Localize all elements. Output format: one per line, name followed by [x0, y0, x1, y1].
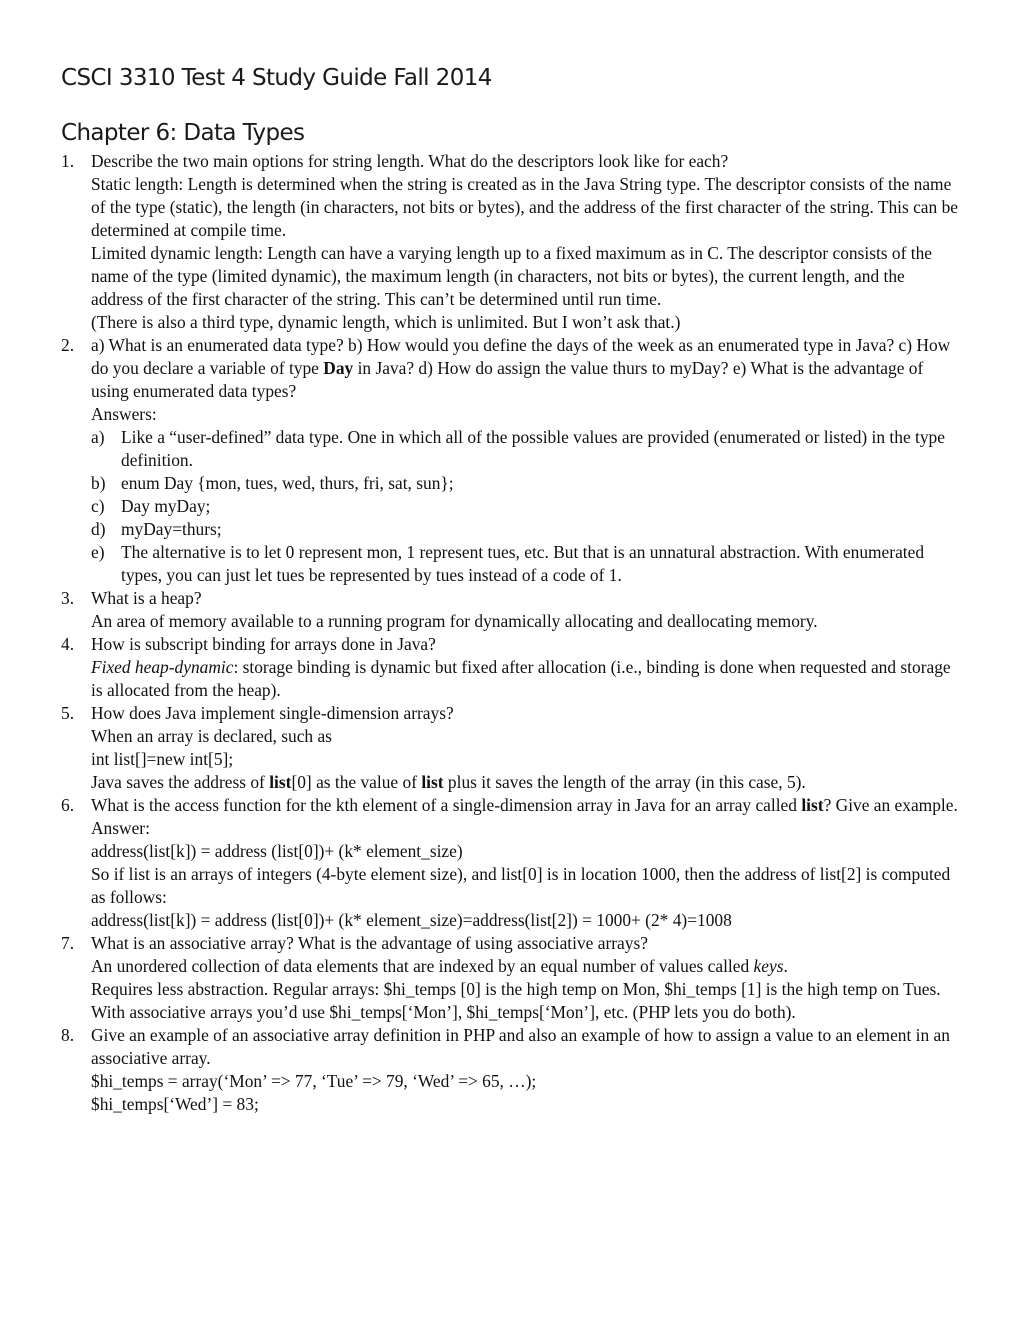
code-line: int list[]=new int[5];	[91, 749, 234, 769]
answer-text-part: : storage binding is dynamic but fixed after allocation (i.e., binding is done when requested and storage is allocated from the heap).	[91, 657, 951, 700]
question-text: What is a heap?	[91, 588, 202, 608]
question-text	[91, 794, 961, 817]
question-7	[61, 932, 961, 1024]
question-text-part: ? Give an example.	[823, 795, 958, 815]
answer-text-part: [0] as the value of	[291, 772, 422, 792]
question-8	[61, 1024, 961, 1116]
question-number: 3.	[61, 588, 75, 608]
question-text-part: What is the access function for the kth element of a single-dimension array in Java for an array called	[91, 795, 802, 815]
answer-letter: c)	[91, 496, 105, 516]
answer-line: So if list is an arrays of integers (4-byte element size), and list[0] is in location 1000, then the address of list[2] is computed as follows:	[91, 864, 951, 907]
question-text	[91, 334, 961, 403]
question-text: How is subscript binding for arrays done in Java?	[91, 634, 436, 654]
question-number: 8.	[61, 1025, 75, 1045]
question-text-part: in Java? d) How do assign the value thurs to myDay? e) What is the advantage of using enumerated data types?	[91, 358, 924, 401]
answer-text: enum Day {mon, tues, wed, thurs, fri, sat, sun};	[121, 473, 454, 493]
question-text-bold: list	[801, 795, 824, 815]
question-number: 1.	[61, 151, 75, 171]
question-1	[61, 150, 961, 334]
answer-text: myDay=thurs;	[121, 519, 222, 539]
answer-text-bold: list	[269, 772, 292, 792]
answer-text	[91, 656, 961, 702]
question-number: 2.	[61, 335, 75, 355]
answer-letter: a)	[91, 427, 105, 447]
answer-limited-dynamic-length: Limited dynamic length: Length can have a varying length up to a fixed maximum as in C. The descriptor consists of the name of the type (limited dynamic), the maximum length (in characters, not bits or bytes), the current length, and the address of the first character of the string. This can’t be determined until run time.	[91, 243, 932, 309]
code-line: $hi_temps[‘Wed’] = 83;	[91, 1094, 259, 1114]
answer-text: The alternative is to let 0 represent mon, 1 represent tues, etc. But that is an unnatural abstraction. With enumerated types, you can just let tues be represented by tues instead of a code of 1.	[121, 542, 925, 585]
answer-line: When an array is declared, such as	[91, 726, 332, 746]
answer-letter: b)	[91, 473, 106, 493]
question-list	[61, 150, 961, 1116]
answers-label: Answers:	[91, 404, 157, 424]
question-2	[61, 334, 961, 587]
question-text-bold: Day	[323, 358, 354, 378]
formula-example: address(list[k]) = address (list[0])+ (k* element_size)=address(list[2]) = 1000+ (2* 4)=1008	[91, 910, 732, 930]
answer-note: (There is also a third type, dynamic length, which is unlimited. But I won’t ask that.)	[91, 312, 681, 332]
answer-text-part: Java saves the address of	[91, 772, 270, 792]
question-number: 7.	[61, 933, 75, 953]
question-text-part: a) What is an enumerated data type? b) How would you define the days of the week as an enumerated type in Java? c) How do you declare a variable of type	[91, 335, 951, 378]
question-4	[61, 633, 961, 702]
answer-item	[91, 426, 961, 472]
answer-static-length: Static length: Length is determined when the string is created as in the Java String type. The descriptor consists of the name of the type (static), the length (in characters, not bits or bytes), and the address of the first character of the string. This can be determined at compile time.	[91, 174, 958, 240]
answer-label: Answer:	[91, 818, 150, 838]
question-number: 4.	[61, 634, 75, 654]
answer-item	[91, 518, 961, 541]
answer-text-part: An unordered collection of data elements that are indexed by an equal number of values called	[91, 956, 754, 976]
formula-line: address(list[k]) = address (list[0])+ (k* element_size)	[91, 841, 463, 861]
code-line: $hi_temps = array(‘Mon’ => 77, ‘Tue’ => 79, ‘Wed’ => 65, …);	[91, 1071, 537, 1091]
question-5	[61, 702, 961, 794]
question-text: Give an example of an associative array definition in PHP and also an example of how to assign a value to an element in an associative array.	[91, 1025, 950, 1068]
answer-text: An area of memory available to a running program for dynamically allocating and deallocating memory.	[91, 611, 818, 631]
question-text: What is an associative array? What is the advantage of using associative arrays?	[91, 933, 648, 953]
answer-term-italic: keys	[753, 956, 784, 976]
answer-text-bold: list	[421, 772, 444, 792]
question-number: 6.	[61, 795, 75, 815]
question-6	[61, 794, 961, 932]
chapter-heading: Chapter 6: Data Types	[61, 120, 305, 146]
answer-line	[91, 771, 961, 794]
answer-item	[91, 472, 961, 495]
answer-text-part: plus it saves the length of the array (in this case, 5).	[443, 772, 806, 792]
question-number: 5.	[61, 703, 75, 723]
answer-letter: e)	[91, 542, 105, 562]
question-text: Describe the two main options for string length. What do the descriptors look like for each?	[91, 151, 729, 171]
answer-item	[91, 495, 961, 518]
answer-line: Requires less abstraction. Regular arrays: $hi_temps [0] is the high temp on Mon, $hi_temps [1] is the high temp on Tues. With associative arrays you’d use $hi_temps[‘Mon’], $hi_temps[‘Mon’], etc. (PHP lets you do both).	[91, 979, 941, 1022]
answer-letter: d)	[91, 519, 106, 539]
answer-text-part: .	[783, 956, 788, 976]
answer-item	[91, 541, 961, 587]
question-text: How does Java implement single-dimension arrays?	[91, 703, 454, 723]
answer-term-italic: Fixed heap-dynamic	[91, 657, 234, 677]
document-title: CSCI 3310 Test 4 Study Guide Fall 2014	[61, 65, 492, 91]
answer-line	[91, 955, 961, 978]
question-3	[61, 587, 961, 633]
answer-text: Like a “user-defined” data type. One in which all of the possible values are provided (enumerated or listed) in the type definition.	[121, 427, 945, 470]
answer-text: Day myDay;	[121, 496, 211, 516]
